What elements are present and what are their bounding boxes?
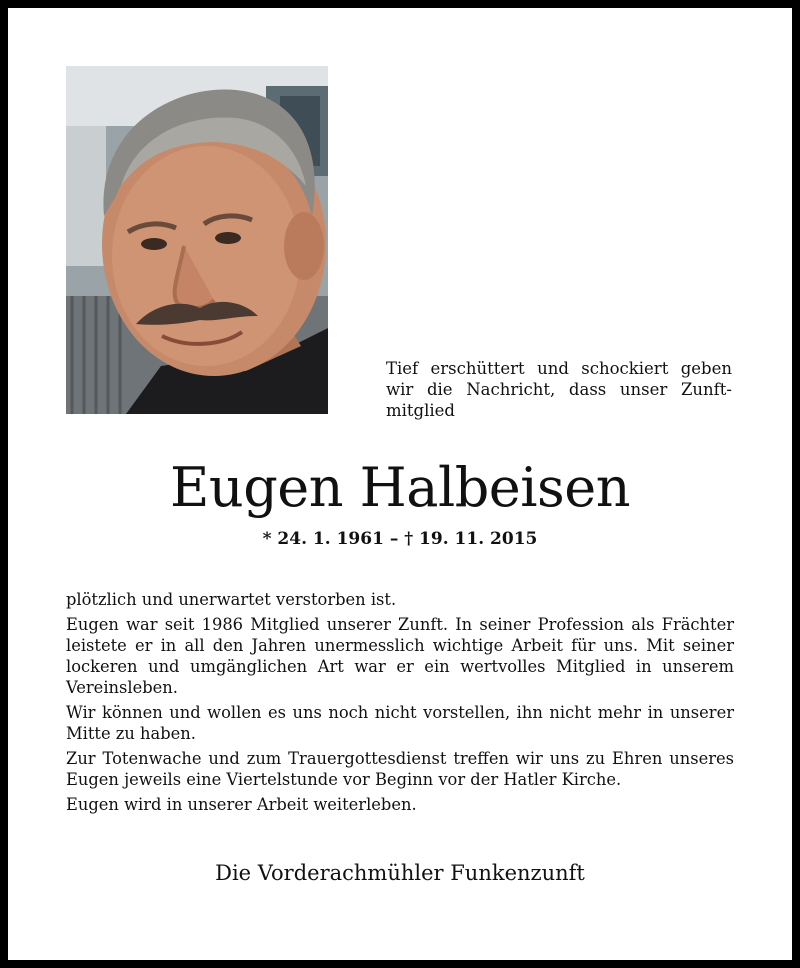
paragraph: Eugen wird in unserer Arbeit weiterleben.	[66, 795, 417, 814]
paragraph: Eugen war seit 1986 Mitglied unserer Zunft. In seiner Profession als Frächter leistete er in all den Jahren unermesslich wichtige Arbeit für uns. Mit seiner lockeren und umgänglichen Art war er ein wertvolles Mitglied in unserem Vereinsleben.	[66, 615, 734, 697]
intro-text: Tief erschüttert und schockiert geben wir die Nachricht, dass unser Zunft-mitglied	[386, 359, 732, 420]
paragraph: Zur Totenwache und zum Trauergottesdienst treffen wir uns zu Ehren unseres Eugen jeweils eine Viertelstunde vor Beginn vor der Hatler Kirche.	[66, 749, 734, 789]
obituary-body	[66, 589, 734, 819]
paragraph: Wir können und wollen es uns noch nicht vorstellen, ihn nicht mehr in unserer Mitte zu haben.	[66, 703, 734, 743]
signature: Die Vorderachmühler Funkenzunft	[215, 861, 585, 885]
deceased-name: Eugen Halbeisen	[170, 456, 630, 519]
paragraph: plötzlich und unerwartet verstorben ist.	[66, 590, 397, 609]
obituary-notice	[8, 8, 792, 960]
portrait-photo	[66, 66, 328, 414]
life-dates: * 24. 1. 1961 – † 19. 11. 2015	[262, 529, 538, 549]
